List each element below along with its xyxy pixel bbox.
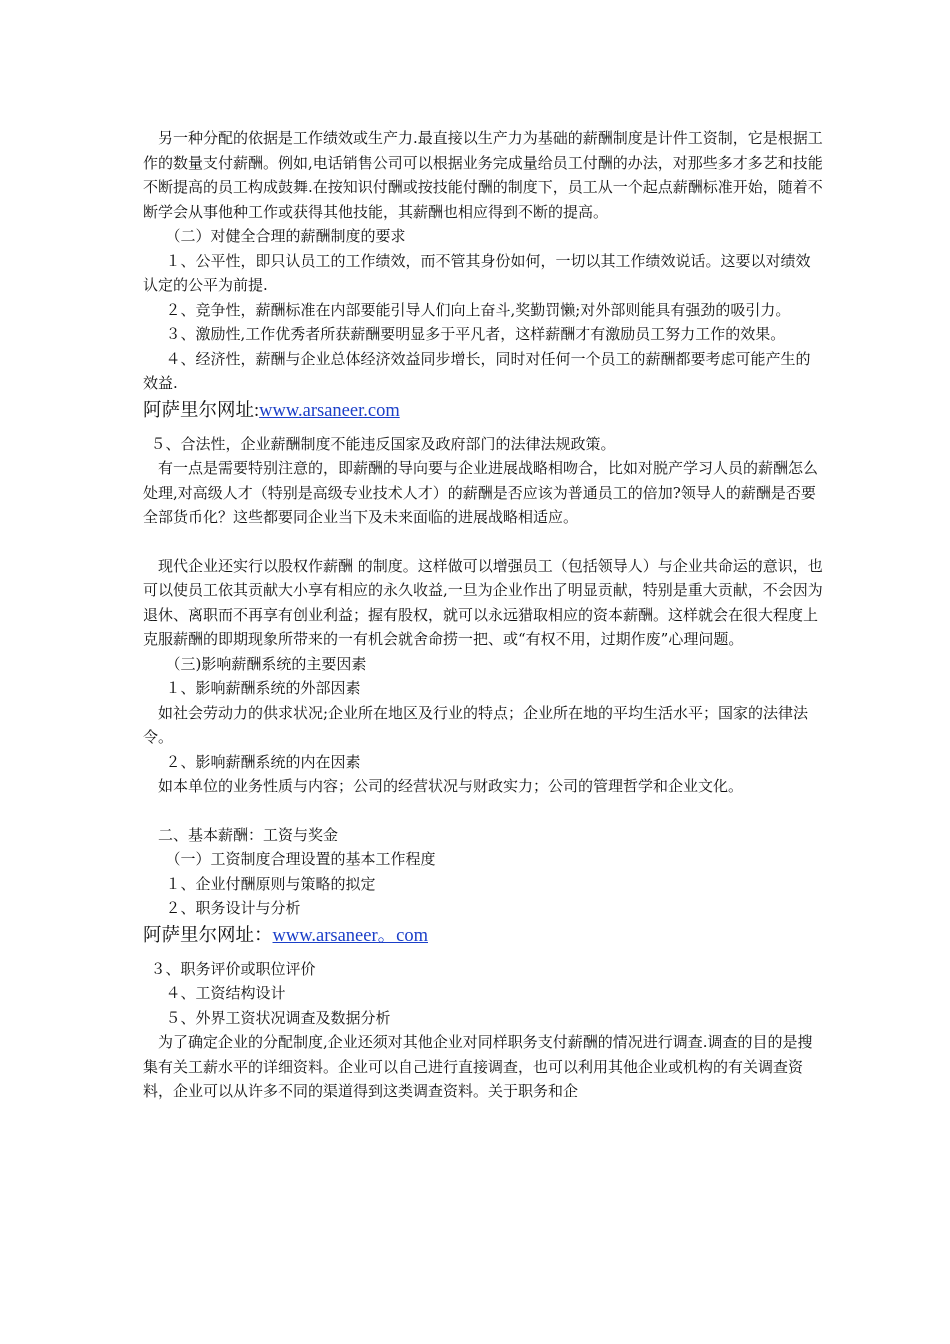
paragraph-internal-factors: 如本单位的业务性质与内容；公司的经营状况与财政实力；公司的管理哲学和企业文化。 [158,777,744,795]
item-external-factors: １、影响薪酬系统的外部因素 [165,679,361,697]
item-competitiveness: ２、竞争性，薪酬标准在内部要能引导人们向上奋斗,奖勤罚懒;对外部则能具有强劲的吸引力。 [165,300,791,319]
heading-requirements: （二）对健全合理的薪酬制度的要求 [165,227,406,245]
item-job-design: ２、职务设计与分析 [165,899,301,917]
paragraph-strategy: 有一点是需要特别注意的，即薪酬的导向要与企业进展战略相吻合，比如对脱产学习人员的薪酬怎么处理,对高级人才（特别是高级专业技术人才）的薪酬是否应该为普通员工的倍加?领导人的薪酬是否要全部货币化？这些都要同企业当下及未来面临的进展战略相适应。 [143,459,819,526]
item-job-evaluation: ３、职务评价或职位评价 [150,959,316,978]
paragraph-performance-pay: 另一种分配的依据是工作绩效或生产力.最直接以生产力为基础的薪酬制度是计件工资制，它是根据工作的数量支付薪酬。例如,电话销售公司可以根据业务完成量给员工付酬的办法，对那些多才多艺和技能不断提高的员工构成鼓舞.在按知识付酬或按技能付酬的制度下，员工从一个起点薪酬标准开始，随着不断学会从事他种工作或获得其他技能，其薪酬也相应得到不断的提高。 [143,129,823,221]
item-wage-survey: ５、外界工资状况调查及数据分析 [165,1008,391,1027]
heading-factors: （三)影响薪酬系统的主要因素 [165,654,367,673]
website-label: 阿萨里尔网址： [143,925,273,946]
paragraph-wage-survey: 为了确定企业的分配制度,企业还须对其他企业对同样职务支付薪酬的情况进行调查.调查的目的是搜集有关工薪水平的详细资料。企业可以自己进行直接调查，也可以利用其他企业或机构的有关调查资料，企业可以从许多不同的渠道得到这类调查资料。关于职务和企 [143,1033,813,1100]
item-wage-structure: ４、工资结构设计 [165,984,286,1002]
heading-wage-procedure: （一）工资制度合理设置的基本工作程度 [165,850,436,868]
website-link[interactable]: www.arsaneer.com [259,400,400,421]
document-page [143,126,823,1104]
website-line-2 [143,921,823,951]
heading-basic-pay: 二、基本薪酬：工资与奖金 [158,825,339,844]
item-incentive: ３、激励性,工作优秀者所获薪酬要明显多于平凡者，这样薪酬才有激励员工努力工作的效果。 [165,325,786,343]
website-line-1 [143,396,823,426]
website-label: 阿萨里尔网址: [143,400,260,421]
item-economy: ４、经济性，薪酬与企业总体经济效益同步增长，同时对任何一个员工的薪酬都要考虑可能产生的效益. [143,349,811,392]
item-principles: １、企业付酬原则与策略的拟定 [165,874,376,893]
paragraph-external-factors: 如社会劳动力的供求状况;企业所在地区及行业的特点；企业所在地的平均生活水平；国家的法律法令。 [143,703,809,746]
website-link[interactable]: www.arsaneer。com [272,925,428,946]
item-fairness: １、公平性，即只认员工的工作绩效，而不管其身份如何，一切以其工作绩效说话。这要以对绩效认定的公平为前提. [143,251,811,294]
item-legality: ５、合法性，企业薪酬制度不能违反国家及政府部门的法律法规政策。 [150,434,616,453]
paragraph-equity: 现代企业还实行以股权作薪酬 的制度。这样做可以增强员工（包括领导人）与企业共命运的意识，也可以使员工依其贡献大小享有相应的永久收益,一旦为企业作出了明显贡献，特别是重大贡献，不会因为退休、离职而不再享有创业利益；握有股权，就可以永远猎取相应的资本薪酬。这样就会在很大程度上克服薪酬的即期现象所带来的一有机会就舍命捞一把、或“有权不用，过期作废”心理问题。 [143,556,823,648]
item-internal-factors: ２、影响薪酬系统的内在因素 [165,752,361,771]
